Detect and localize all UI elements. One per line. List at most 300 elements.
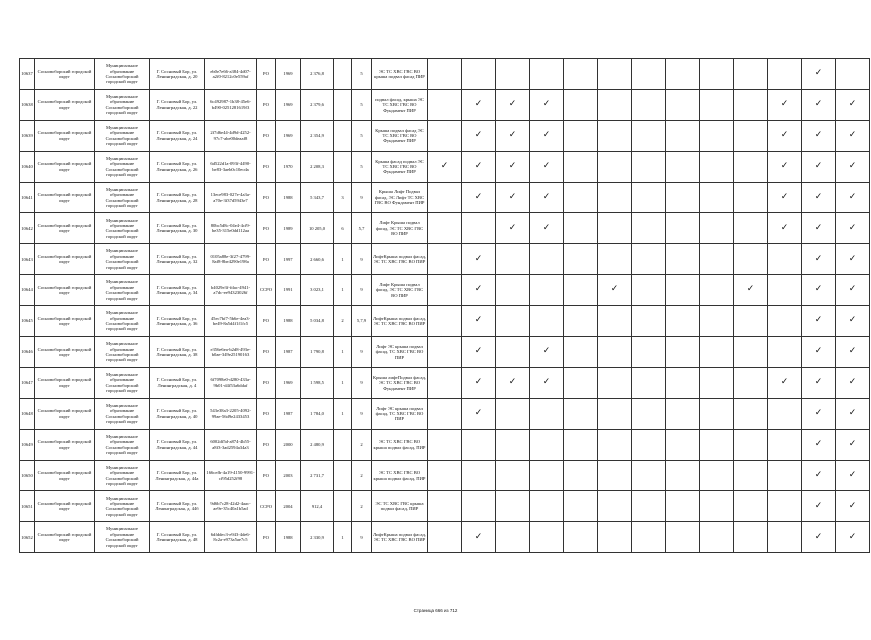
check-mark-icon: ✓ bbox=[542, 99, 551, 110]
work-type-cell bbox=[734, 337, 768, 368]
work-type-cell bbox=[632, 151, 666, 182]
work-type-cell bbox=[428, 120, 462, 151]
work-type-cell bbox=[768, 522, 802, 553]
row-number: 10642 bbox=[20, 213, 35, 244]
work-type-cell bbox=[564, 213, 598, 244]
work-type-cell bbox=[802, 151, 836, 182]
work-type-cell bbox=[632, 398, 666, 429]
address-cell: Г. Сосновый Бор, ул. Ленинградская, д. 34 bbox=[150, 275, 205, 306]
work-type-cell bbox=[530, 398, 564, 429]
work-type-cell bbox=[564, 244, 598, 275]
check-mark-icon: ✓ bbox=[610, 284, 619, 295]
lift-count-cell bbox=[334, 59, 352, 90]
work-type-cell bbox=[734, 213, 768, 244]
work-type-cell bbox=[666, 522, 700, 553]
work-type-cell bbox=[802, 337, 836, 368]
municipality-cell: Муниципальное образование Сосновоборский городской округ bbox=[95, 244, 150, 275]
district-cell: Сосновоборский городской округ bbox=[35, 337, 95, 368]
row-number: 10649 bbox=[20, 429, 35, 460]
work-type-cell bbox=[768, 491, 802, 522]
check-mark-icon: ✓ bbox=[508, 160, 517, 171]
address-cell: Г. Сосновый Бор, ул. Ленинградская, д. 28 bbox=[150, 182, 205, 213]
guid-cell: 6f7098e0-d280-433a-9b01-d4f53a6ddaf bbox=[205, 367, 257, 398]
management-cell: РО bbox=[257, 59, 276, 90]
work-type-cell bbox=[564, 429, 598, 460]
work-type-cell bbox=[632, 429, 666, 460]
year-cell: 1969 bbox=[276, 120, 301, 151]
municipality-cell: Муниципальное образование Сосновоборский городской округ bbox=[95, 213, 150, 244]
table-row bbox=[20, 398, 870, 429]
work-type-cell bbox=[734, 120, 768, 151]
area-cell: 2 480,9 bbox=[301, 429, 334, 460]
work-type-cell bbox=[530, 460, 564, 491]
work-type-cell bbox=[700, 89, 734, 120]
work-type-cell bbox=[836, 306, 870, 337]
work-type-cell bbox=[836, 244, 870, 275]
work-type-cell bbox=[496, 120, 530, 151]
work-type-cell bbox=[768, 337, 802, 368]
district-cell: Сосновоборский городской округ bbox=[35, 151, 95, 182]
row-number: 10641 bbox=[20, 182, 35, 213]
area-cell: 2 354,9 bbox=[301, 120, 334, 151]
works-cell: подвал фасад, крыша ЭС ТС ХВС ГВС ВО Фундамент ПИР bbox=[372, 89, 428, 120]
work-type-cell bbox=[632, 120, 666, 151]
guid-cell: 6002df5d-a874-4b55-a8f3-3ad2594a34a3 bbox=[205, 429, 257, 460]
floors-cell: 9 bbox=[352, 337, 372, 368]
work-type-cell bbox=[530, 337, 564, 368]
work-type-cell bbox=[802, 213, 836, 244]
check-mark-icon: ✓ bbox=[814, 346, 823, 357]
work-type-cell bbox=[598, 182, 632, 213]
check-mark-icon: ✓ bbox=[780, 130, 789, 141]
work-type-cell bbox=[700, 429, 734, 460]
management-cell: РО bbox=[257, 460, 276, 491]
work-type-cell bbox=[734, 429, 768, 460]
work-type-cell bbox=[768, 120, 802, 151]
year-cell: 2000 bbox=[276, 429, 301, 460]
work-type-cell bbox=[462, 460, 496, 491]
work-type-cell bbox=[428, 460, 462, 491]
lift-count-cell: 1 bbox=[334, 522, 352, 553]
lift-count-cell: 1 bbox=[334, 398, 352, 429]
management-cell: ССРО bbox=[257, 491, 276, 522]
work-type-cell bbox=[530, 151, 564, 182]
work-type-cell bbox=[700, 491, 734, 522]
guid-cell: 9d6b7c28-42d2-4aac-ae9e-35c40a1b5ad bbox=[205, 491, 257, 522]
housing-register-table bbox=[19, 58, 870, 553]
area-cell: 10 205,0 bbox=[301, 213, 334, 244]
work-type-cell bbox=[802, 429, 836, 460]
work-type-cell bbox=[802, 306, 836, 337]
check-mark-icon: ✓ bbox=[848, 346, 857, 357]
work-type-cell bbox=[836, 429, 870, 460]
check-mark-icon: ✓ bbox=[814, 500, 823, 511]
floors-cell: 2 bbox=[352, 429, 372, 460]
year-cell: 1991 bbox=[276, 275, 301, 306]
work-type-cell bbox=[666, 244, 700, 275]
municipality-cell: Муниципальное образование Сосновоборский городской округ bbox=[95, 367, 150, 398]
works-cell: Крыша подвал фасад ЭС ТС ХВС ГВС ВО Фундамент ПИР bbox=[372, 120, 428, 151]
work-type-cell bbox=[700, 182, 734, 213]
row-number: 10638 bbox=[20, 89, 35, 120]
guid-cell: b4029e3f-fdac-4941-a7dc-ee94323026f bbox=[205, 275, 257, 306]
work-type-cell bbox=[700, 522, 734, 553]
work-type-cell bbox=[598, 244, 632, 275]
work-type-cell bbox=[598, 522, 632, 553]
lift-count-cell bbox=[334, 151, 352, 182]
guid-cell: 543e38a3-2205-4092-99ae-56d9e2433453 bbox=[205, 398, 257, 429]
area-cell: 5 343,7 bbox=[301, 182, 334, 213]
check-mark-icon: ✓ bbox=[440, 160, 449, 171]
work-type-cell bbox=[564, 89, 598, 120]
work-type-cell bbox=[598, 460, 632, 491]
address-cell: Г. Сосновый Бор, ул. Ленинградская, д. 20 bbox=[150, 59, 205, 90]
check-mark-icon: ✓ bbox=[508, 222, 517, 233]
work-type-cell bbox=[564, 398, 598, 429]
work-type-cell bbox=[564, 275, 598, 306]
area-cell: 2 208,3 bbox=[301, 151, 334, 182]
work-type-cell bbox=[530, 367, 564, 398]
check-mark-icon: ✓ bbox=[508, 377, 517, 388]
works-cell: Крыша лифтПодвал фасад, ЭС ТС ХВС ГВС ВО Фундамент ПИР bbox=[372, 367, 428, 398]
work-type-cell bbox=[462, 306, 496, 337]
works-cell: ЛифтКрыша подвал фасад, ЭС ТС ХВС ГВС ВО ПИР bbox=[372, 244, 428, 275]
floors-cell: 9 bbox=[352, 275, 372, 306]
work-type-cell bbox=[428, 306, 462, 337]
guid-cell: 13ece983-027e-4a3a-a70e-3f37d5943e7 bbox=[205, 182, 257, 213]
works-cell: Лифт ЭС крыша подвал фасад, ТС ХВС ГВС ВО ПИР bbox=[372, 398, 428, 429]
lift-count-cell bbox=[334, 89, 352, 120]
work-type-cell bbox=[428, 367, 462, 398]
check-mark-icon: ✓ bbox=[474, 191, 483, 202]
work-type-cell bbox=[564, 460, 598, 491]
check-mark-icon: ✓ bbox=[814, 130, 823, 141]
municipality-cell: Муниципальное образование Сосновоборский городской округ bbox=[95, 429, 150, 460]
work-type-cell bbox=[734, 460, 768, 491]
area-cell: 2 731,7 bbox=[301, 460, 334, 491]
address-cell: Г. Сосновый Бор, ул. Ленинградская, д. 40 bbox=[150, 398, 205, 429]
work-type-cell bbox=[530, 491, 564, 522]
work-type-cell bbox=[700, 460, 734, 491]
check-mark-icon: ✓ bbox=[814, 284, 823, 295]
work-type-cell bbox=[462, 244, 496, 275]
check-mark-icon: ✓ bbox=[542, 130, 551, 141]
district-cell: Сосновоборский городской округ bbox=[35, 306, 95, 337]
floors-cell: 9 bbox=[352, 367, 372, 398]
check-mark-icon: ✓ bbox=[474, 346, 483, 357]
district-cell: Сосновоборский городской округ bbox=[35, 460, 95, 491]
check-mark-icon: ✓ bbox=[780, 160, 789, 171]
address-cell: Г. Сосновый Бор, ул. Ленинградская, д. 22 bbox=[150, 89, 205, 120]
check-mark-icon: ✓ bbox=[848, 408, 857, 419]
work-type-cell bbox=[428, 275, 462, 306]
work-type-cell bbox=[734, 367, 768, 398]
municipality-cell: Муниципальное образование Сосновоборский городской округ bbox=[95, 337, 150, 368]
work-type-cell bbox=[598, 213, 632, 244]
work-type-cell bbox=[632, 275, 666, 306]
check-mark-icon: ✓ bbox=[814, 222, 823, 233]
address-cell: Г. Сосновый Бор, ул. Ленинградская, д. 4 bbox=[150, 367, 205, 398]
work-type-cell bbox=[700, 151, 734, 182]
check-mark-icon: ✓ bbox=[814, 253, 823, 264]
address-cell: Г. Сосновый Бор, ул. Ленинградская, д. 30 bbox=[150, 213, 205, 244]
address-cell: Г. Сосновый Бор, ул. Ленинградская, д. 24 bbox=[150, 120, 205, 151]
floors-cell: 5,7 bbox=[352, 213, 372, 244]
row-number: 10644 bbox=[20, 275, 35, 306]
work-type-cell bbox=[802, 182, 836, 213]
work-type-cell bbox=[530, 275, 564, 306]
work-type-cell bbox=[428, 182, 462, 213]
municipality-cell: Муниципальное образование Сосновоборский городской округ bbox=[95, 89, 150, 120]
work-type-cell bbox=[734, 275, 768, 306]
work-type-cell bbox=[496, 306, 530, 337]
work-type-cell bbox=[632, 59, 666, 90]
management-cell: РО bbox=[257, 244, 276, 275]
management-cell: ССРО bbox=[257, 275, 276, 306]
year-cell: 2004 bbox=[276, 491, 301, 522]
work-type-cell bbox=[462, 275, 496, 306]
floors-cell: 2 bbox=[352, 491, 372, 522]
work-type-cell bbox=[530, 429, 564, 460]
management-cell: РО bbox=[257, 213, 276, 244]
check-mark-icon: ✓ bbox=[474, 253, 483, 264]
work-type-cell bbox=[734, 151, 768, 182]
district-cell: Сосновоборский городской округ bbox=[35, 367, 95, 398]
work-type-cell bbox=[496, 429, 530, 460]
work-type-cell bbox=[666, 182, 700, 213]
work-type-cell bbox=[666, 275, 700, 306]
works-cell: Лифт ЭС крыша подвал фасад, ТС ХВС ГВС ВО ПИР bbox=[372, 337, 428, 368]
work-type-cell bbox=[734, 182, 768, 213]
area-cell: 1 790,8 bbox=[301, 337, 334, 368]
lift-count-cell: 1 bbox=[334, 337, 352, 368]
check-mark-icon: ✓ bbox=[814, 408, 823, 419]
work-type-cell bbox=[768, 367, 802, 398]
work-type-cell bbox=[836, 59, 870, 90]
work-type-cell bbox=[836, 275, 870, 306]
work-type-cell bbox=[462, 522, 496, 553]
work-type-cell bbox=[428, 398, 462, 429]
work-type-cell bbox=[496, 213, 530, 244]
work-type-cell bbox=[598, 89, 632, 120]
row-number: 10652 bbox=[20, 522, 35, 553]
table-row bbox=[20, 275, 870, 306]
lift-count-cell bbox=[334, 120, 352, 151]
work-type-cell bbox=[768, 182, 802, 213]
address-cell: Г. Сосновый Бор, ул. Ленинградская, д. 36 bbox=[150, 306, 205, 337]
work-type-cell bbox=[666, 213, 700, 244]
work-type-cell bbox=[462, 398, 496, 429]
floors-cell: 5 bbox=[352, 151, 372, 182]
work-type-cell bbox=[734, 244, 768, 275]
work-type-cell bbox=[734, 59, 768, 90]
check-mark-icon: ✓ bbox=[542, 191, 551, 202]
work-type-cell bbox=[598, 337, 632, 368]
area-cell: 3 023,1 bbox=[301, 275, 334, 306]
lift-count-cell: 1 bbox=[334, 244, 352, 275]
year-cell: 1987 bbox=[276, 398, 301, 429]
work-type-cell bbox=[598, 306, 632, 337]
management-cell: РО bbox=[257, 120, 276, 151]
work-type-cell bbox=[734, 491, 768, 522]
table-row bbox=[20, 429, 870, 460]
work-type-cell bbox=[462, 151, 496, 182]
check-mark-icon: ✓ bbox=[848, 253, 857, 264]
works-cell: ЭС ТС ХВС ГВС ВО крыша подвал фасад ПИР bbox=[372, 59, 428, 90]
work-type-cell bbox=[598, 398, 632, 429]
check-mark-icon: ✓ bbox=[746, 284, 755, 295]
work-type-cell bbox=[802, 89, 836, 120]
floors-cell: 9 bbox=[352, 244, 372, 275]
work-type-cell bbox=[836, 120, 870, 151]
work-type-cell bbox=[700, 398, 734, 429]
check-mark-icon: ✓ bbox=[474, 377, 483, 388]
works-cell: ЭС ТС ХВС ГВС ВО крыша подвал фасад, ПИР bbox=[372, 429, 428, 460]
work-type-cell bbox=[632, 522, 666, 553]
address-cell: Г. Сосновый Бор, ул. Ленинградская, д. 32 bbox=[150, 244, 205, 275]
check-mark-icon: ✓ bbox=[848, 469, 857, 480]
work-type-cell bbox=[802, 59, 836, 90]
work-type-cell bbox=[598, 59, 632, 90]
check-mark-icon: ✓ bbox=[474, 130, 483, 141]
floors-cell: 5 bbox=[352, 120, 372, 151]
work-type-cell bbox=[768, 460, 802, 491]
work-type-cell bbox=[530, 213, 564, 244]
work-type-cell bbox=[836, 337, 870, 368]
district-cell: Сосновоборский городской округ bbox=[35, 491, 95, 522]
work-type-cell bbox=[768, 59, 802, 90]
lift-count-cell bbox=[334, 460, 352, 491]
floors-cell: 2 bbox=[352, 460, 372, 491]
work-type-cell bbox=[666, 491, 700, 522]
table-row bbox=[20, 182, 870, 213]
work-type-cell bbox=[802, 522, 836, 553]
work-type-cell bbox=[666, 306, 700, 337]
check-mark-icon: ✓ bbox=[848, 284, 857, 295]
floors-cell: 9 bbox=[352, 398, 372, 429]
management-cell: РО bbox=[257, 182, 276, 213]
work-type-cell bbox=[666, 151, 700, 182]
municipality-cell: Муниципальное образование Сосновоборский городской округ bbox=[95, 182, 150, 213]
guid-cell: 0105a88e-3f27-4799-8af8-8be4290e198a bbox=[205, 244, 257, 275]
page-footer: Страница 666 из 712 bbox=[413, 608, 458, 613]
work-type-cell bbox=[836, 151, 870, 182]
municipality-cell: Муниципальное образование Сосновоборский городской округ bbox=[95, 491, 150, 522]
work-type-cell bbox=[632, 244, 666, 275]
work-type-cell bbox=[598, 151, 632, 182]
work-type-cell bbox=[564, 491, 598, 522]
year-cell: 1969 bbox=[276, 367, 301, 398]
lift-count-cell: 3 bbox=[334, 182, 352, 213]
work-type-cell bbox=[428, 429, 462, 460]
management-cell: РО bbox=[257, 367, 276, 398]
work-type-cell bbox=[700, 275, 734, 306]
row-number: 10646 bbox=[20, 337, 35, 368]
check-mark-icon: ✓ bbox=[542, 160, 551, 171]
table-row bbox=[20, 59, 870, 90]
table-body bbox=[20, 59, 870, 553]
work-type-cell bbox=[666, 429, 700, 460]
district-cell: Сосновоборский городской округ bbox=[35, 120, 95, 151]
table-row bbox=[20, 367, 870, 398]
works-cell: Лифт Крыша подвал фасад, ЭС ТС ХВС ГВС ВО ПИР bbox=[372, 213, 428, 244]
work-type-cell bbox=[802, 460, 836, 491]
work-type-cell bbox=[530, 306, 564, 337]
year-cell: 1997 bbox=[276, 244, 301, 275]
work-type-cell bbox=[462, 59, 496, 90]
floors-cell: 5 bbox=[352, 59, 372, 90]
check-mark-icon: ✓ bbox=[474, 160, 483, 171]
work-type-cell bbox=[428, 491, 462, 522]
address-cell: Г. Сосновый Бор, ул. Ленинградская, д. 44а bbox=[150, 460, 205, 491]
management-cell: РО bbox=[257, 151, 276, 182]
district-cell: Сосновоборский городской округ bbox=[35, 429, 95, 460]
area-cell: 2 330,9 bbox=[301, 522, 334, 553]
work-type-cell bbox=[496, 337, 530, 368]
check-mark-icon: ✓ bbox=[814, 99, 823, 110]
management-cell: РО bbox=[257, 429, 276, 460]
work-type-cell bbox=[632, 367, 666, 398]
row-number: 10651 bbox=[20, 491, 35, 522]
lift-count-cell: 1 bbox=[334, 275, 352, 306]
table-row bbox=[20, 244, 870, 275]
year-cell: 1970 bbox=[276, 151, 301, 182]
municipality-cell: Муниципальное образование Сосновоборский городской округ bbox=[95, 398, 150, 429]
work-type-cell bbox=[700, 213, 734, 244]
work-type-cell bbox=[836, 491, 870, 522]
check-mark-icon: ✓ bbox=[474, 315, 483, 326]
table-row bbox=[20, 213, 870, 244]
check-mark-icon: ✓ bbox=[474, 531, 483, 542]
check-mark-icon: ✓ bbox=[508, 99, 517, 110]
work-type-cell bbox=[700, 59, 734, 90]
work-type-cell bbox=[700, 306, 734, 337]
guid-cell: 6c492987-1b38-45e6-b490-0251281619f3 bbox=[205, 89, 257, 120]
work-type-cell bbox=[768, 275, 802, 306]
work-type-cell bbox=[496, 522, 530, 553]
work-type-cell bbox=[564, 120, 598, 151]
work-type-cell bbox=[632, 89, 666, 120]
work-type-cell bbox=[700, 120, 734, 151]
check-mark-icon: ✓ bbox=[542, 222, 551, 233]
management-cell: РО bbox=[257, 522, 276, 553]
work-type-cell bbox=[802, 491, 836, 522]
work-type-cell bbox=[428, 59, 462, 90]
work-type-cell bbox=[564, 306, 598, 337]
check-mark-icon: ✓ bbox=[814, 469, 823, 480]
check-mark-icon: ✓ bbox=[848, 315, 857, 326]
work-type-cell bbox=[836, 398, 870, 429]
lift-count-cell bbox=[334, 429, 352, 460]
work-type-cell bbox=[768, 244, 802, 275]
district-cell: Сосновоборский городской округ bbox=[35, 275, 95, 306]
guid-cell: 80bc5d8c-04e4-4cf9-be35-315e0dd112aa bbox=[205, 213, 257, 244]
guid-cell: 6d522d1a-093f-4490-be83-3aeb0c10ecda bbox=[205, 151, 257, 182]
table-row bbox=[20, 460, 870, 491]
area-cell: 2 376,8 bbox=[301, 59, 334, 90]
work-type-cell bbox=[768, 429, 802, 460]
area-cell: 912,4 bbox=[301, 491, 334, 522]
work-type-cell bbox=[666, 120, 700, 151]
work-type-cell bbox=[734, 398, 768, 429]
check-mark-icon: ✓ bbox=[542, 377, 551, 388]
table-row bbox=[20, 151, 870, 182]
district-cell: Сосновоборский городской округ bbox=[35, 182, 95, 213]
work-type-cell bbox=[836, 182, 870, 213]
work-type-cell bbox=[632, 491, 666, 522]
check-mark-icon: ✓ bbox=[780, 191, 789, 202]
work-type-cell bbox=[666, 367, 700, 398]
